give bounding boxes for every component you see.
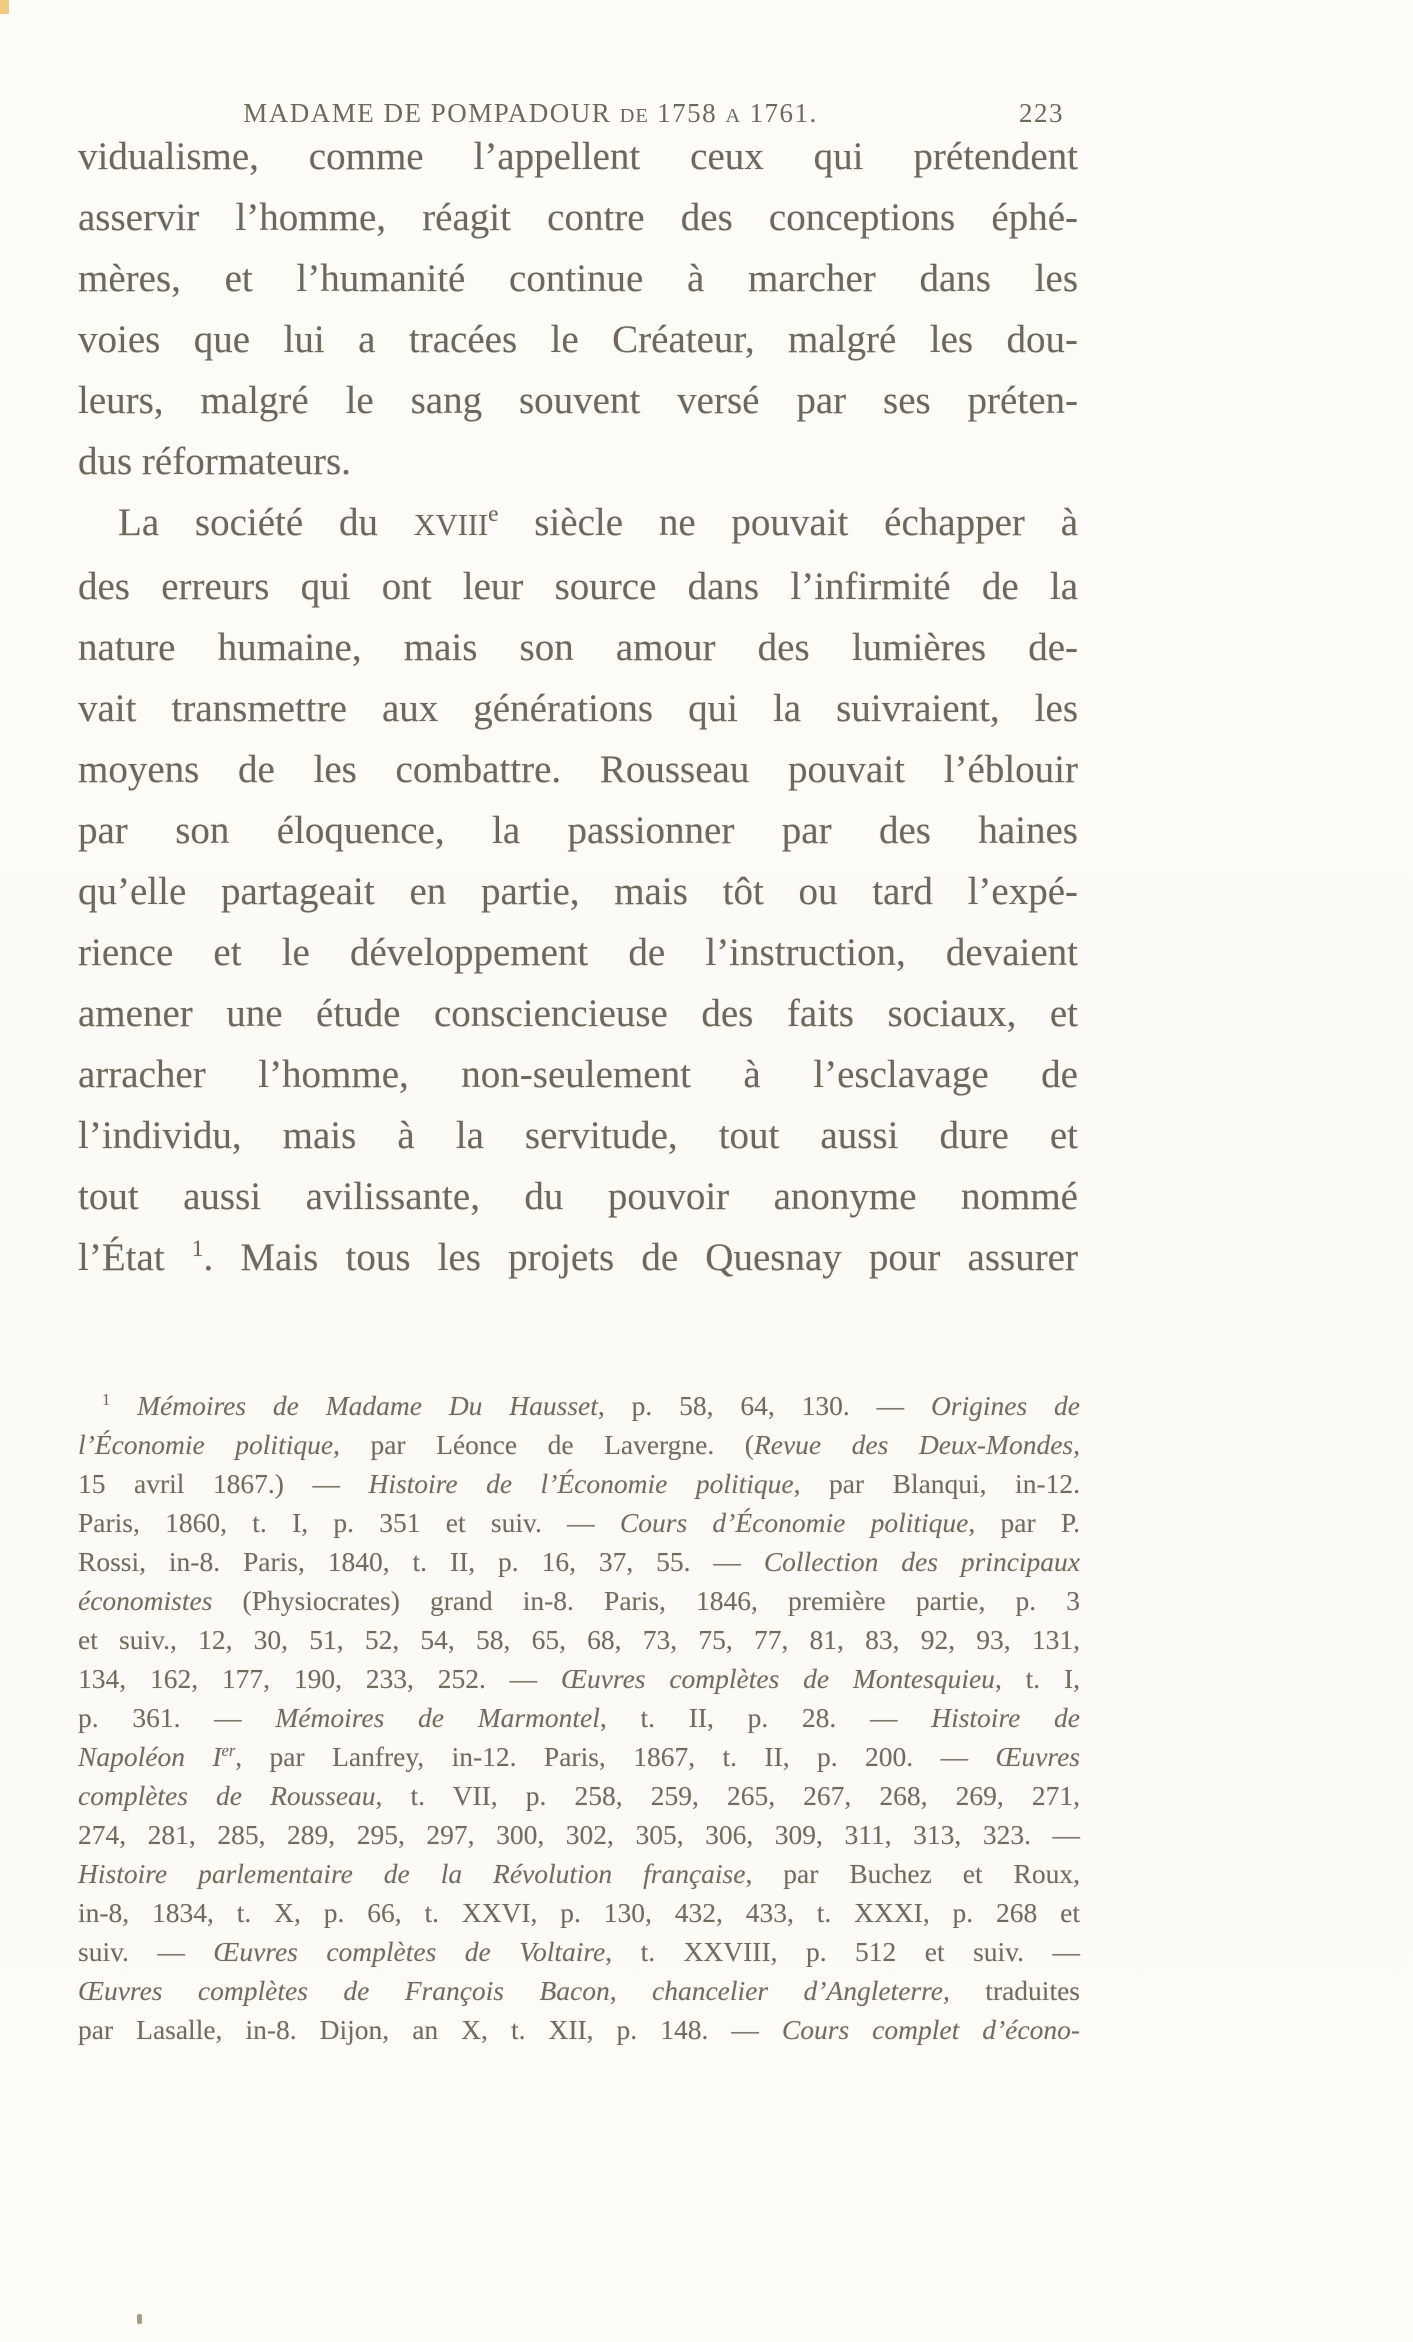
body-line (78, 1044, 1078, 1105)
body-line (78, 556, 1078, 617)
text-segment: , par Blanqui, in-12. (793, 1468, 1080, 1499)
body-line (78, 983, 1078, 1044)
text-segment: Paris, 1860, t. I, p. 351 et suiv. — (78, 1507, 620, 1538)
text-segment: qu’elle partageait en partie, mais tôt ou tard l’expé- (78, 870, 1078, 913)
text-segment: Œuvres complètes de Voltaire (213, 1936, 606, 1967)
text-segment: économistes (78, 1585, 213, 1616)
text-segment: p. 361. — (78, 1702, 276, 1733)
footnote-line (78, 1386, 1080, 1425)
text-segment: l’État (78, 1236, 192, 1279)
text-segment: arracher l’homme, non-seulement à l’esclavage de (78, 1053, 1078, 1096)
footnote (78, 1386, 1080, 2049)
body-line (78, 431, 1078, 492)
text-segment: Mémoires de Marmontel (275, 1702, 600, 1733)
body-line (78, 1227, 1078, 1288)
text-segment: Revue des Deux-Mondes, (753, 1429, 1080, 1460)
body-line (78, 922, 1078, 983)
footnote-line (78, 1620, 1080, 1659)
text-segment: mères, et l’humanité continue à marcher dans les (78, 257, 1078, 300)
text-segment: Œuvres complètes de François Bacon, chancelier d’Angleterre, (78, 1975, 950, 2006)
text-segment: Œuvres complètes de Montesquieu (561, 1663, 995, 1694)
footnote-line (78, 1776, 1080, 1815)
text-segment: par son éloquence, la passionner par des haines (78, 809, 1078, 852)
text-segment: Rossi, in-8. Paris, 1840, t. II, p. 16, 37, 55. — (78, 1546, 764, 1577)
body-line (78, 1166, 1078, 1227)
text-segment: 134, 162, 177, 190, 233, 252. — (78, 1663, 561, 1694)
text-segment: , t. XXVIII, p. 512 et suiv. — (605, 1936, 1080, 1967)
text-segment: asservir l’homme, réagit contre des conceptions éphé- (78, 196, 1078, 239)
text-segment: MADAME DE POMPADOUR (243, 98, 620, 128)
text-segment: , t. I, (994, 1663, 1081, 1694)
text-segment: 1 (102, 1389, 111, 1409)
body-line (78, 617, 1078, 678)
text-segment: , par Lanfrey, in-12. Paris, 1867, t. II, p. 200. — (235, 1741, 996, 1772)
text-segment (110, 1390, 137, 1421)
body-line (78, 309, 1078, 370)
body-line (78, 739, 1078, 800)
body-line (78, 126, 1078, 187)
text-segment: l’Économie politique, (78, 1429, 340, 1460)
text-segment: XVIII (413, 508, 489, 542)
text-segment: tout aussi avilissante, du pouvoir anonyme nommé (78, 1175, 1078, 1218)
text-segment: et suiv., 12, 30, 51, 52, 54, 58, 65, 68, 73, 75, 77, 81, 83, 92, 93, 131, (78, 1624, 1080, 1655)
text-segment: voies que lui a tracées le Créateur, malgré les dou- (78, 318, 1078, 361)
text-segment: in-8, 1834, t. X, p. 66, t. XXVI, p. 130, 432, 433, t. XXXI, p. 268 et (78, 1897, 1080, 1928)
body-line (78, 492, 1078, 556)
text-segment: , p. 58, 64, 130. — (597, 1390, 931, 1421)
footnote-line (78, 1581, 1080, 1620)
text-segment: Histoire de l’Économie politique (368, 1468, 794, 1499)
footnote-line (78, 2010, 1080, 2049)
text-segment: par Léonce de Lavergne. ( (339, 1429, 754, 1460)
page-number: 223 (1019, 98, 1064, 128)
text-segment: , t. VII, p. 258, 259, 265, 267, 268, 269, 271, (375, 1780, 1080, 1811)
text-segment: Histoire de (931, 1702, 1080, 1733)
text-segment: Mémoires de Madame Du Hausset (137, 1390, 598, 1421)
text-segment: nature humaine, mais son amour des lumières de- (78, 626, 1078, 669)
body-line (78, 1105, 1078, 1166)
footnote-line (78, 1698, 1080, 1737)
text-segment: 1758 (648, 98, 726, 128)
text-segment: leurs, malgré le sang souvent versé par ses préten- (78, 379, 1078, 422)
text-segment: 15 avril 1867.) — (78, 1468, 369, 1499)
text-segment: Cours complet d’écono- (781, 2014, 1080, 2045)
text-segment: vidualisme, comme l’appellent ceux qui prétendent (78, 135, 1078, 178)
body-line (78, 800, 1078, 861)
text-segment: siècle ne pouvait échapper à (498, 501, 1079, 544)
text-segment: Histoire parlementaire de la Révolution française (78, 1858, 746, 1889)
body-line (78, 187, 1078, 248)
body-line (78, 248, 1078, 309)
body-text (78, 126, 1078, 1288)
paragraph (78, 126, 1078, 492)
footnote-line (78, 1542, 1080, 1581)
text-segment: moyens de les combattre. Rousseau pouvait l’éblouir (78, 748, 1078, 791)
text-segment: des erreurs qui ont leur source dans l’infirmité de la (78, 565, 1078, 608)
paragraph (78, 492, 1078, 1288)
footnote-line (78, 1464, 1080, 1503)
text-segment: par Lasalle, in-8. Dijon, an X, t. XII, p. 148. — (78, 2014, 782, 2045)
text-segment: (Physiocrates) grand in-8. Paris, 1846, première partie, p. 3 (212, 1585, 1080, 1616)
text-segment: complètes de Rousseau (78, 1780, 376, 1811)
body-line (78, 370, 1078, 431)
text-segment: Origines de (930, 1390, 1081, 1421)
footnote-line (78, 1854, 1080, 1893)
footnote-line (78, 1893, 1080, 1932)
text-segment: DE (619, 105, 649, 127)
text-segment: dus réformateurs. (78, 440, 351, 483)
footnote-line (78, 1971, 1080, 2010)
footnote-line (78, 1737, 1080, 1776)
footnote-line (78, 1815, 1080, 1854)
text-segment: , t. II, p. 28. — (599, 1702, 932, 1733)
footnote-line (78, 1932, 1080, 1971)
text-segment: rience et le développement de l’instruction, devaient (78, 931, 1078, 974)
text-segment: suiv. — (78, 1936, 214, 1967)
text-segment: , par P. (968, 1507, 1080, 1538)
text-segment: 1 (191, 1236, 204, 1262)
text-segment: amener une étude consciencieuse des faits sociaux, et (78, 992, 1078, 1035)
scan-ink-dot (137, 2314, 142, 2324)
text-segment: e (488, 501, 499, 527)
text-segment: Napoléon I (78, 1741, 222, 1772)
text-segment: vait transmettre aux générations qui la suivraient, les (78, 687, 1078, 730)
text-segment: , par Buchez et Roux, (745, 1858, 1080, 1889)
text-segment: l’individu, mais à la servitude, tout aussi dure et (78, 1114, 1078, 1157)
text-segment: La société du (118, 501, 414, 544)
footnote-line (78, 1659, 1080, 1698)
footnote-line (78, 1503, 1080, 1542)
scan-speck (0, 0, 9, 14)
footnote-line (78, 1425, 1080, 1464)
text-segment: 1761. (741, 98, 818, 128)
text-segment: 274, 281, 285, 289, 295, 297, 300, 302, 305, 306, 309, 311, 313, 323. — (78, 1819, 1080, 1850)
text-segment: . Mais tous les projets de Quesnay pour assurer (203, 1236, 1078, 1279)
text-segment: Collection des principaux (763, 1546, 1081, 1577)
text-segment: Cours d’Économie politique (619, 1507, 969, 1538)
text-segment: Œuvres (995, 1741, 1080, 1772)
body-line (78, 861, 1078, 922)
text-segment: er (221, 1740, 236, 1760)
text-segment: A (725, 105, 742, 127)
text-segment: traduites (949, 1975, 1081, 2006)
body-line (78, 678, 1078, 739)
